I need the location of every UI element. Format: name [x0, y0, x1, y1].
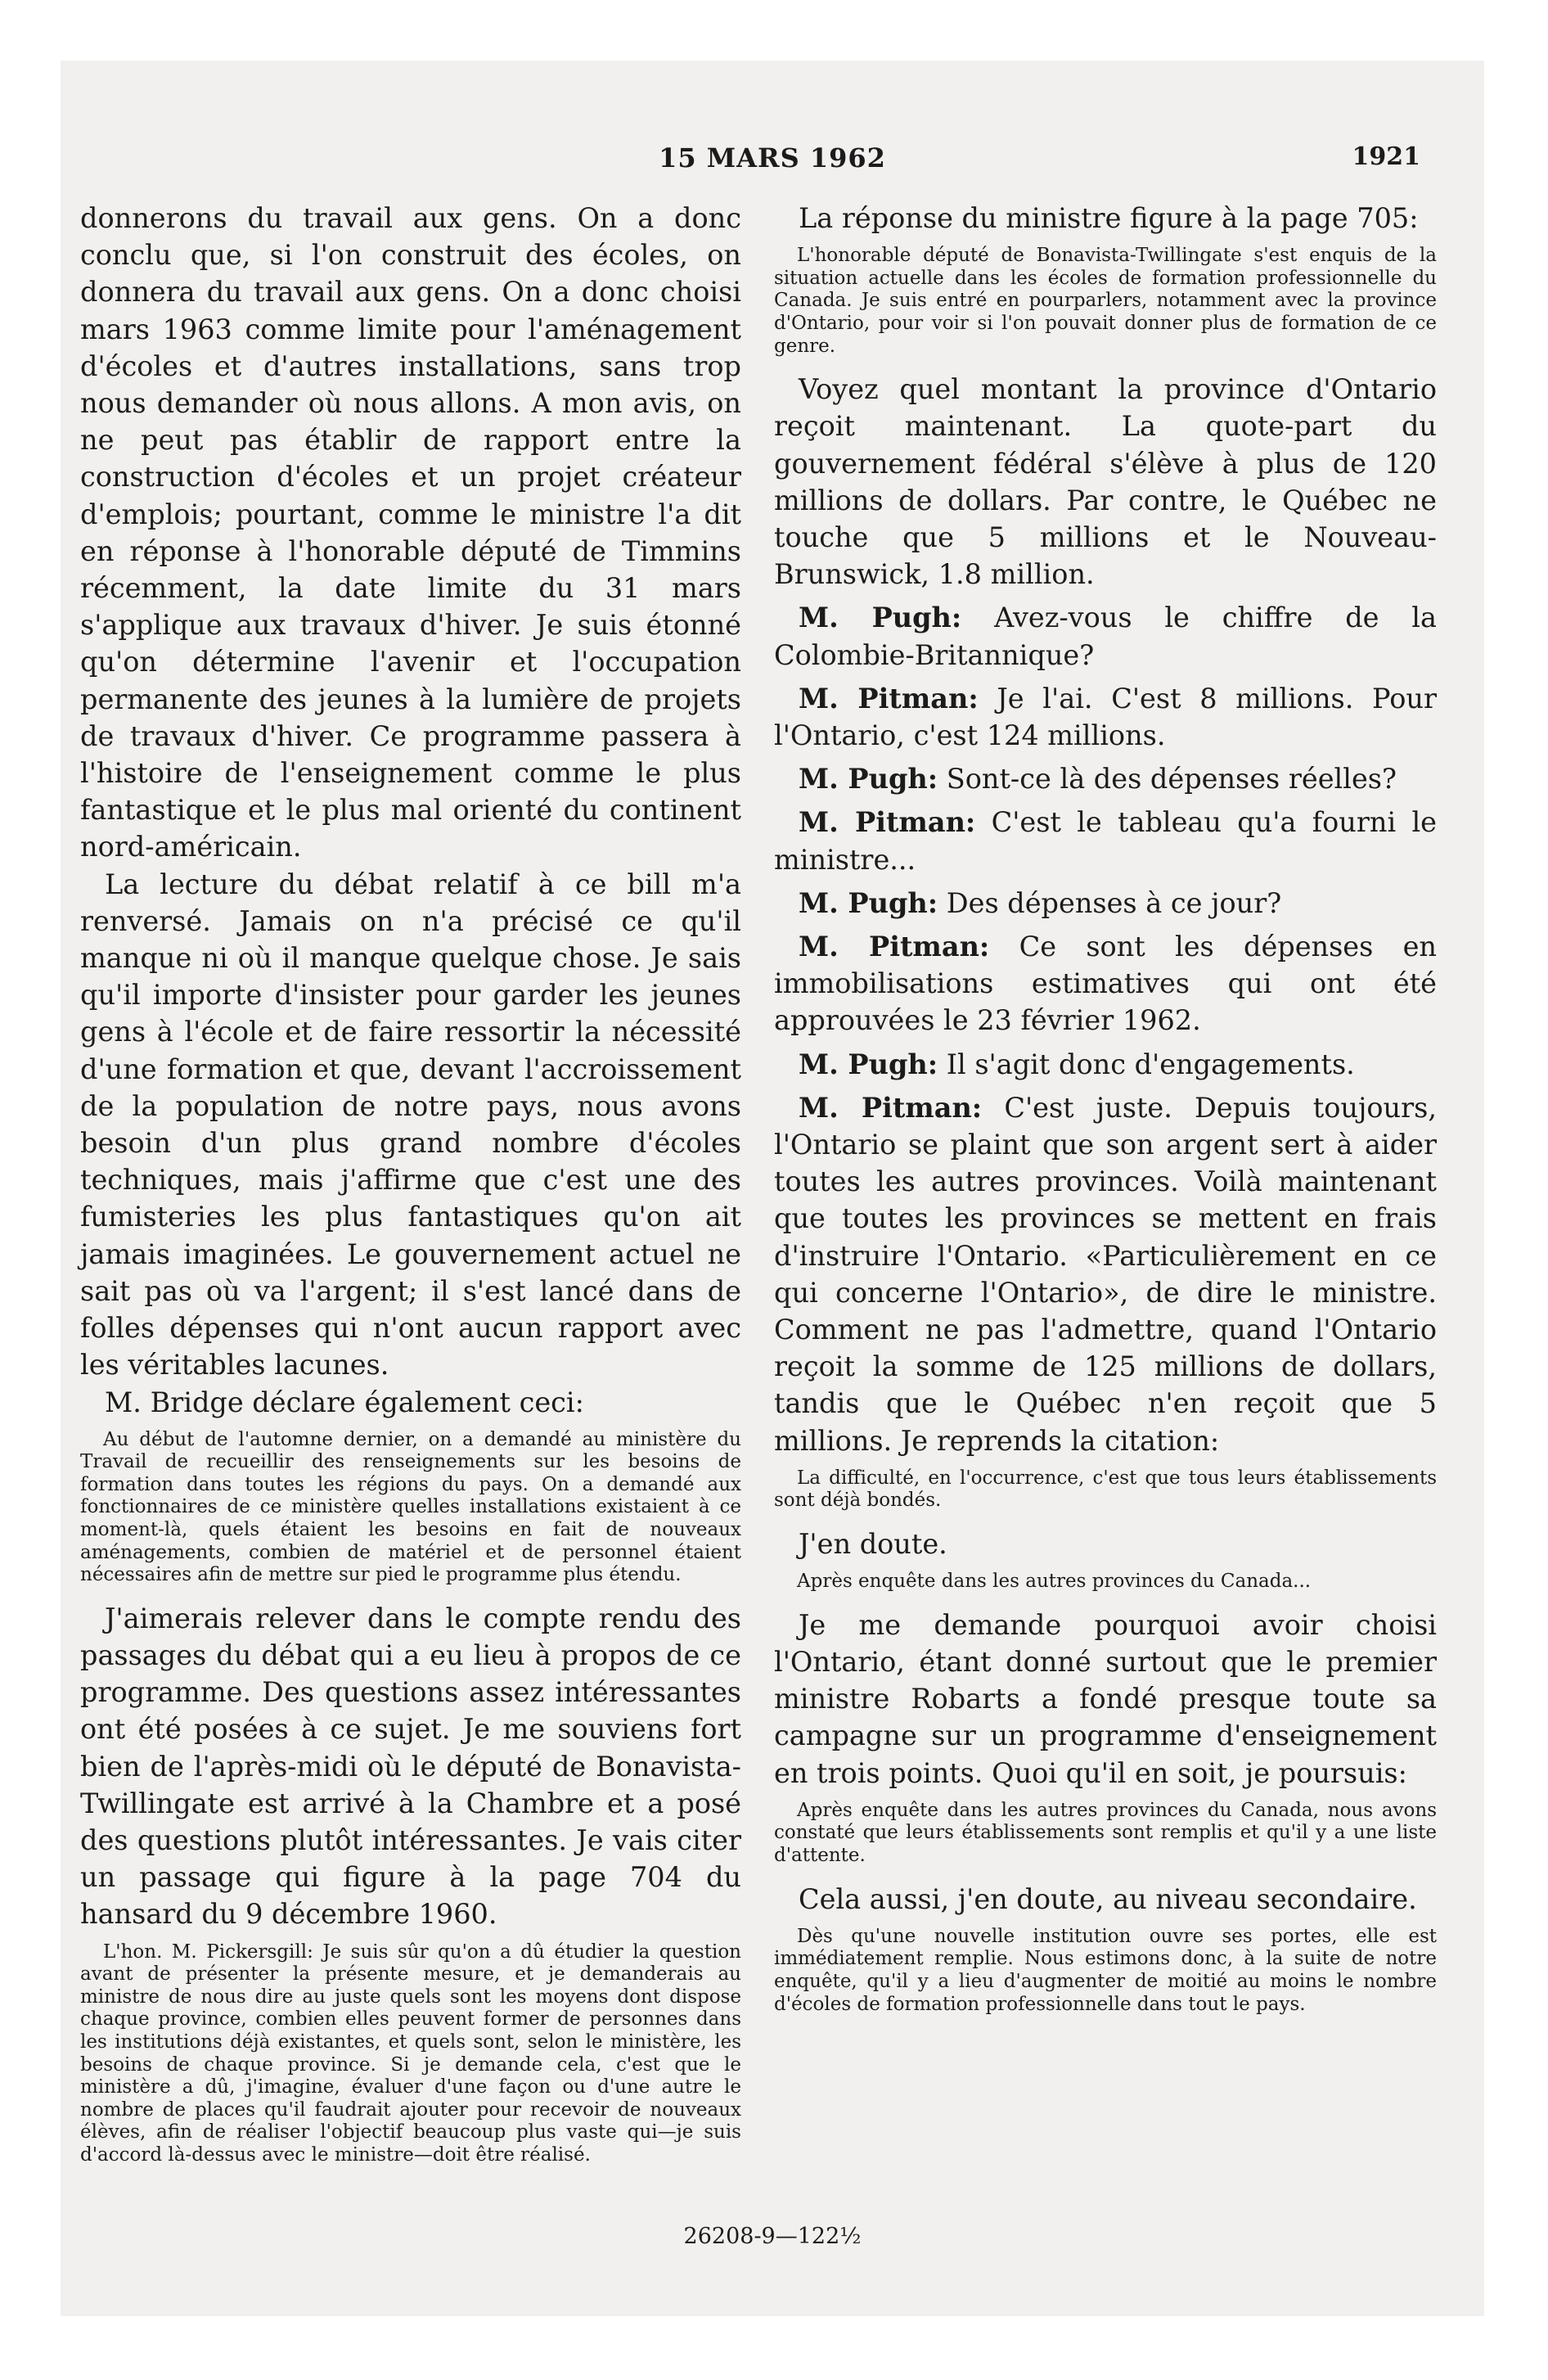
quoted-passage: Après enquête dans les autres provinces du Canada, nous avons constaté que leurs établissements sont remplis et qu'il y a une liste d'attente.	[774, 1799, 1437, 1867]
page-header	[61, 142, 1484, 192]
quoted-passage: L'hon. M. Pickersgill: Je suis sûr qu'on a dû étudier la question avant de présenter la présente mesure, et je demanderais au ministre de nous dire au juste quels sont les moyens dont dispose chaque province, combien elles peuvent former de personnes dans les institutions déjà existantes, et quels sont, selon le ministère, les besoins de chaque province. Si je demande cela, c'est que le ministère a dû, j'imagine, évaluer d'une façon ou d'une autre le nombre de places qu'il faudrait ajouter pour recevoir de nouveaux élèves, afin de réaliser l'objectif beaucoup plus vaste qui—je suis d'accord là-dessus avec le ministre—doit être réalisé.	[80, 1941, 741, 2166]
speaker-name: M. Pugh:	[799, 602, 962, 634]
quoted-passage: Après enquête dans les autres provinces du Canada...	[797, 1571, 1312, 1593]
dialogue-line	[774, 804, 1437, 877]
speaker-name: M. Pugh:	[799, 763, 938, 796]
paragraph: La lecture du débat relatif à ce bill m'a renversé. Jamais on n'a précisé ce qu'il manque ni où il manque quelque chose. Je sais qu'il importe d'insister pour garder les jeunes gens à l'école et de faire ressortir la nécessité d'une formation et que, devant l'accroissement de la population de notre pays, nous avons besoin d'un plus grand nombre d'écoles techniques, mais j'affirme que c'est une des fumisteries les plus fantastiques qu'on ait jamais imaginées. Le gouvernement actuel ne sait pas où va l'argent; il s'est lancé dans de folles dépenses qui n'ont aucun rapport avec les véritables lacunes.	[80, 868, 741, 1382]
dialogue-text: C'est le tableau qu'a fourni le ministre...	[774, 806, 1437, 876]
paragraph: donnerons du travail aux gens. On a donc conclu que, si l'on construit des écoles, on donnera du travail aux gens. On a donc choisi mars 1963 comme limite pour l'aménagement d'écoles et d'autres installations, sans trop nous demander où nous allons. A mon avis, on ne peut pas établir de rapport entre la construction d'écoles et un projet créateur d'emplois; pourtant, comme le ministre l'a dit en réponse à l'honorable député de Timmins récemment, la date limite du 31 mars s'applique aux travaux d'hiver. Je suis étonné qu'on détermine l'avenir et l'occupation permanente des jeunes à la lumière de projets de travaux d'hiver. Ce programme passera à l'histoire de l'enseignement comme le plus fantastique et le plus mal orienté du continent nord-américain.	[80, 202, 741, 863]
speaker-name: M. Pitman:	[799, 806, 976, 839]
dialogue-text: Ce sont les dépenses en immobilisations estimatives qui ont été approuvées le 23 février 1962.	[774, 931, 1437, 1037]
header-date: 15 MARS 1962	[659, 142, 886, 174]
dialogue-line	[774, 680, 1437, 754]
paragraph: J'en doute.	[799, 1528, 947, 1561]
page-footer-code: 26208-9—122½	[683, 2224, 862, 2249]
left-column	[80, 200, 741, 2180]
dialogue-text: C'est juste. Depuis toujours, l'Ontario se plaint que son argent sert à aider toutes les autres provinces. Voilà maintenant que toutes les provinces se mettent en frais d'instruire l'Ontario. «Particulièrement en ce qui concerne l'Ontario», de dire le ministre. Comment ne pas l'admettre, quand l'Ontario reçoit la somme de 125 millions de dollars, tandis que le Québec n'en reçoit que 5 millions. Je reprends la citation:	[774, 1091, 1437, 1457]
speaker-name: M. Pitman:	[799, 931, 990, 963]
dialogue-text: Avez-vous le chiffre de la Colombie-Britannique?	[774, 602, 1437, 671]
quoted-passage: Dès qu'une nouvelle institution ouvre ses portes, elle est immédiatement remplie. Nous estimons donc, à la suite de notre enquête, qu'il y a lieu d'augmenter de moitié au moins le nombre d'écoles de formation professionnelle dans tout le pays.	[774, 1925, 1437, 2015]
page-number: 1921	[1352, 142, 1420, 171]
paragraph: Cela aussi, j'en doute, au niveau secondaire.	[799, 1882, 1417, 1915]
dialogue-text: Des dépenses à ce jour?	[946, 886, 1282, 919]
speaker-name: M. Pitman:	[799, 682, 979, 714]
speaker-name: M. Pitman:	[799, 1091, 983, 1124]
speaker-name: M. Pugh:	[799, 886, 938, 919]
dialogue-text: Je l'ai. C'est 8 millions. Pour l'Ontario, c'est 124 millions.	[774, 682, 1437, 751]
right-column	[774, 200, 1437, 2029]
paragraph: J'aimerais relever dans le compte rendu des passages du débat qui a eu lieu à propos de ce programme. Des questions assez intéressantes ont été posées à ce sujet. Je me souviens fort bien de l'après-midi où le député de Bonavista-Twillingate est arrivé à la Chambre et a posé des questions plutôt intéressantes. Je vais citer un passage qui figure à la page 704 du hansard du 9 décembre 1960.	[80, 1602, 741, 1931]
speaker-name: M. Pugh:	[799, 1048, 938, 1080]
dialogue-line	[774, 760, 1437, 797]
paragraph: La réponse du ministre figure à la page 705:	[799, 202, 1419, 234]
dialogue-line	[774, 1046, 1437, 1083]
quoted-passage: L'honorable député de Bonavista-Twillingate s'est enquis de la situation actuelle dans les écoles de formation professionnelle du Canada. Je suis entré en pourparlers, notamment avec la province d'Ontario, pour voir si l'on pouvait donner plus de formation de ce genre.	[774, 245, 1437, 357]
document-page	[61, 61, 1484, 2316]
paragraph: Je me demande pourquoi avoir choisi l'Ontario, étant donné surtout que le premier ministre Robarts a fondé presque toute sa campagne sur un programme d'enseignement en trois points. Quoi qu'il en soit, je poursuis:	[774, 1608, 1437, 1789]
dialogue-line	[774, 928, 1437, 1039]
dialogue-text: Sont-ce là des dépenses réelles?	[946, 763, 1397, 796]
paragraph: M. Bridge déclare également ceci:	[105, 1386, 584, 1418]
dialogue-line	[774, 1089, 1437, 1459]
quoted-passage: La difficulté, en l'occurrence, c'est que tous leurs établissements sont déjà bondés.	[774, 1467, 1437, 1512]
dialogue-line	[774, 599, 1437, 673]
dialogue-line	[774, 885, 1437, 922]
dialogue-text: Il s'agit donc d'engagements.	[946, 1048, 1355, 1080]
quoted-passage: Au début de l'automne dernier, on a demandé au ministère du Travail de recueillir des renseignements sur les besoins de formation dans toutes les régions du pays. On a demandé aux fonctionnaires de ce ministère quelles installations existaient à ce moment-là, quels étaient les besoins en fait de nouveaux aménagements, combien de matériel et de personnel étaient nécessaires afin de mettre sur pied le programme plus étendu.	[80, 1428, 741, 1586]
paragraph: Voyez quel montant la province d'Ontario reçoit maintenant. La quote-part du gouvernement fédéral s'élève à plus de 120 millions de dollars. Par contre, le Québec ne touche que 5 millions et le Nouveau-Brunswick, 1.8 million.	[774, 373, 1437, 591]
